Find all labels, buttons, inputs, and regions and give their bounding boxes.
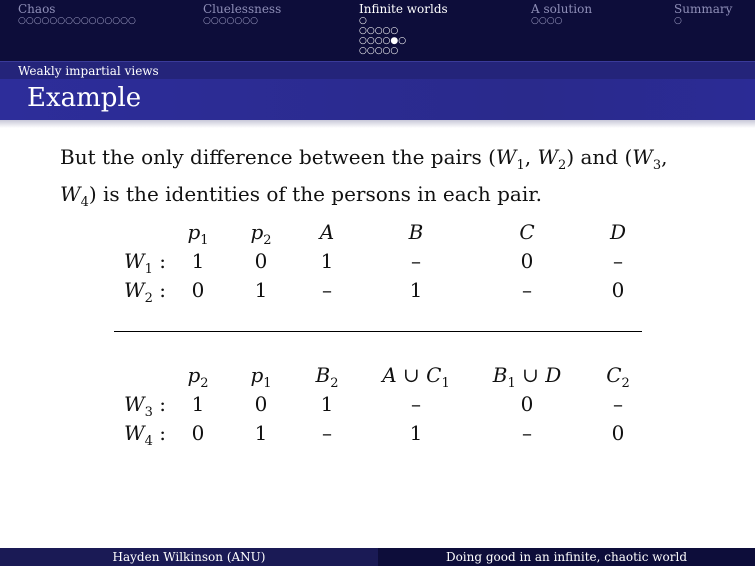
title-shadow <box>0 120 755 128</box>
nav-section-a-solution[interactable] <box>531 2 592 26</box>
slide-dots[interactable]: ○○○○○○○○○○○○○○○ <box>18 16 136 26</box>
column-header: D <box>609 220 627 244</box>
table-cell: – <box>322 421 332 445</box>
table-cell: – <box>411 249 421 273</box>
row-label: $W_2$ : <box>124 278 166 306</box>
table-cell: 0 <box>611 421 625 445</box>
column-header: $B_2$ <box>315 363 339 391</box>
column-header: $p_1$ <box>187 220 209 248</box>
table-cell: – <box>322 278 332 302</box>
footer-author: Hayden Wilkinson (ANU) <box>0 548 378 566</box>
table-cell: 1 <box>409 421 423 445</box>
column-header: $C_2$ <box>606 363 630 391</box>
nav-section-summary[interactable] <box>674 2 732 26</box>
table-cell: 1 <box>254 278 268 302</box>
subsection-bar <box>0 61 755 80</box>
slide-dots[interactable]: ○○○○ <box>531 16 563 26</box>
table-cell: 1 <box>254 421 268 445</box>
row-label: $W_1$ : <box>124 249 166 277</box>
column-header: B <box>408 220 424 244</box>
nav-section-infinite-worlds[interactable] <box>359 2 448 56</box>
table-cell: – <box>522 421 532 445</box>
column-header: $B_1$ ∪ D <box>492 363 562 391</box>
table-cell: – <box>613 249 623 273</box>
table-cell: 1 <box>320 392 334 416</box>
frame-title-bar <box>0 79 755 120</box>
column-header: A <box>319 220 335 244</box>
table-cell: 1 <box>409 278 423 302</box>
section-navigation <box>0 0 755 61</box>
table-cell: 0 <box>254 392 268 416</box>
subsection-title: Weakly impartial views <box>18 64 159 78</box>
slide-dots[interactable]: ○○○○○ <box>359 26 399 36</box>
table-cell: 0 <box>254 249 268 273</box>
column-header: C <box>519 220 535 244</box>
footer-talk-title: Doing good in an infinite, chaotic world <box>378 548 755 566</box>
nav-section-chaos[interactable] <box>18 2 136 26</box>
table-divider <box>114 331 642 332</box>
slide-dots[interactable]: ○ <box>674 16 682 26</box>
table-cell: 1 <box>191 392 205 416</box>
table-cell: 0 <box>611 278 625 302</box>
body-paragraph: But the only difference between the pairs ($W_1$, $W_2$) and ($W_3$, $W_4$) is the identities of the persons in each pair. <box>60 145 668 210</box>
column-header: $p_1$ <box>250 363 272 391</box>
row-label: $W_3$ : <box>124 392 166 420</box>
table-cell: – <box>613 392 623 416</box>
table-cell: – <box>522 278 532 302</box>
table-cell: 0 <box>191 421 205 445</box>
nav-section-title: Infinite worlds <box>359 2 448 16</box>
table-cell: 1 <box>320 249 334 273</box>
slide-dots[interactable]: ○ <box>359 16 367 26</box>
table-cell: 1 <box>191 249 205 273</box>
frame-title: Example <box>27 83 142 113</box>
table-cell: 0 <box>191 278 205 302</box>
nav-section-cluelessness[interactable] <box>203 2 281 26</box>
table-cell: 0 <box>520 249 534 273</box>
nav-section-title: Cluelessness <box>203 2 282 16</box>
table-cell: – <box>411 392 421 416</box>
table-cell: 0 <box>520 392 534 416</box>
slide-dots[interactable]: ○○○○○ <box>359 46 399 56</box>
slide-dots[interactable]: ○○○○●○ <box>359 36 407 46</box>
nav-section-title: Chaos <box>18 2 56 16</box>
nav-section-title: Summary <box>674 2 733 16</box>
column-header: $p_2$ <box>187 363 209 391</box>
nav-section-title: A solution <box>531 2 593 16</box>
column-header: A ∪ $C_1$ <box>382 363 450 391</box>
column-header: $p_2$ <box>250 220 272 248</box>
row-label: $W_4$ : <box>124 421 166 449</box>
slide-dots[interactable]: ○○○○○○○ <box>203 16 258 26</box>
